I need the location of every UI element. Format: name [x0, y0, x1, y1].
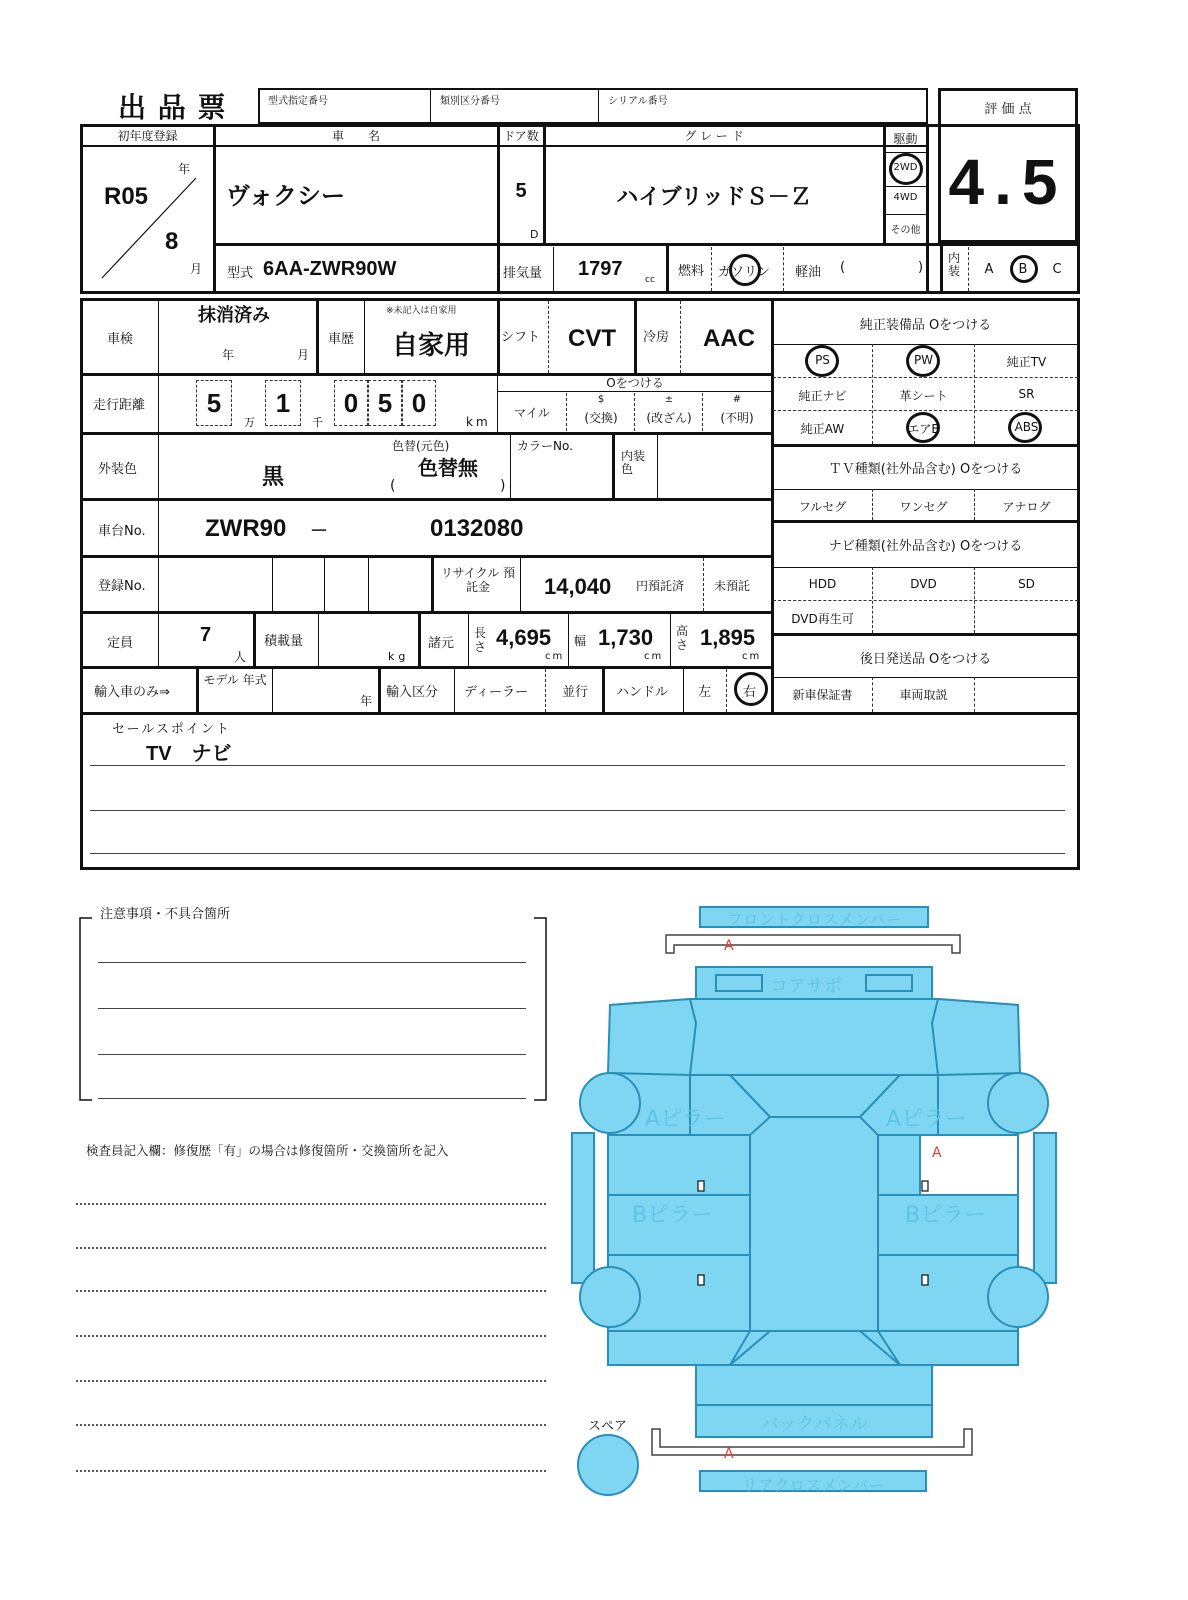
- inspector-line-6: [76, 1424, 546, 1426]
- capacity-label: 定員: [107, 636, 134, 651]
- first-reg-label: 初年度登録: [117, 129, 178, 143]
- mark-a-rear: A: [724, 1446, 734, 1462]
- repaint-paren-close: ): [500, 478, 506, 494]
- mileage-tamper[interactable]: (改ざん): [646, 411, 692, 425]
- displacement-label: 排気量: [503, 266, 543, 281]
- shaken-year-unit: 年: [222, 348, 235, 362]
- repaint-value: 色替無: [418, 458, 478, 480]
- import-year-unit: 年: [360, 694, 373, 708]
- import-label: 輸入車のみ⇒: [94, 685, 170, 700]
- equip-abs-circle: [1008, 412, 1042, 443]
- caution-line-4: [98, 1098, 526, 1099]
- tv-fullseg[interactable]: フルセグ: [798, 500, 847, 514]
- drive-label: 駆動: [893, 132, 918, 146]
- score-value: 4.5: [948, 146, 1068, 218]
- tv-title: ＴＶ種類(社外品含む) Oをつける: [828, 462, 1023, 477]
- width-unit: cm: [644, 651, 664, 662]
- recycle-value: 14,040: [544, 574, 612, 599]
- mileage-circle-note: Oをつける: [606, 376, 664, 390]
- shift-label: シフト: [501, 330, 541, 345]
- front-bracket: [666, 935, 960, 953]
- capacity-unit: 人: [234, 650, 247, 664]
- inspector-line-4: [76, 1335, 546, 1337]
- front-cross-label: フロントクロスメンバー: [726, 910, 902, 929]
- fuel-paren-close: ): [918, 260, 924, 275]
- ac-value: AAC: [703, 325, 755, 352]
- registration-label: 登録No.: [98, 579, 146, 594]
- wheel-rear-right: [988, 1267, 1048, 1327]
- equip-ps-circle: [805, 345, 839, 377]
- navi-sd[interactable]: SD: [1018, 577, 1035, 591]
- equip-aw[interactable]: 純正AW: [800, 422, 845, 436]
- width-label: 幅: [574, 634, 587, 648]
- caution-line-2: [98, 1008, 526, 1009]
- model-label: 型式: [227, 266, 254, 281]
- form-title: 出 品 票: [118, 92, 228, 123]
- drive-4wd[interactable]: 4WD: [893, 192, 918, 203]
- interior-color-label: 内装色: [621, 449, 646, 476]
- inspector-line-2: [76, 1247, 546, 1249]
- tv-oneseg[interactable]: ワンセグ: [899, 500, 948, 514]
- fuel-gasoline-circle: [729, 254, 761, 286]
- year-unit: 年: [178, 162, 191, 176]
- equip-airbag[interactable]: エアB: [907, 422, 940, 436]
- chassis-number: 0132080: [430, 515, 524, 542]
- height-label: 高さ: [676, 624, 689, 652]
- ac-label: 冷房: [643, 330, 670, 345]
- mileage-digit-5: 0: [402, 380, 436, 426]
- core-support-label: コアサポ: [770, 976, 842, 997]
- capacity-value: 7: [200, 624, 212, 646]
- equip-leather[interactable]: 革シート: [899, 389, 948, 403]
- length-label: 長さ: [474, 626, 487, 654]
- wheel-rear-left: [580, 1267, 640, 1327]
- a-pillar-left-label: Aピラー: [645, 1107, 727, 1132]
- load-unit: kg: [388, 650, 410, 663]
- recycle-unit: 円預託済: [636, 579, 685, 593]
- drive-2wd-circle: [889, 153, 923, 185]
- equip-pw[interactable]: PW: [913, 353, 934, 367]
- import-type-label: 輸入区分: [386, 685, 439, 700]
- sales-line-3: [90, 853, 1065, 854]
- history-note: ※未記入は自家用: [386, 306, 457, 316]
- interior-b-circle: [1010, 255, 1038, 283]
- wheel-front-left: [580, 1073, 640, 1133]
- inspector-label: 検査員記入欄：修復歴「有」の場合は修復箇所・交換箇所を記入: [86, 1143, 449, 1158]
- chassis-label: 車台No.: [98, 524, 146, 539]
- mileage-digit-3: 0: [334, 380, 368, 426]
- mileage-tamper-sym: ±: [664, 394, 674, 405]
- interior-a[interactable]: A: [984, 262, 994, 277]
- length-unit: cm: [545, 651, 565, 662]
- chassis-prefix: ZWR90: [205, 515, 287, 542]
- fuel-paren-open: (: [840, 260, 846, 275]
- a-pillar-right-label: Aピラー: [886, 1107, 968, 1132]
- serial-label: シリアル番号: [608, 96, 668, 107]
- mileage-digit-4: 5: [368, 380, 402, 426]
- chassis-dash: －: [310, 521, 328, 541]
- shift-value: CVT: [568, 325, 616, 352]
- first-reg-year: R05: [104, 183, 149, 210]
- grade-value: ハイブリッドＳ－Ｚ: [616, 184, 812, 209]
- mileage-digit-2: 1: [265, 380, 301, 426]
- load-label: 積載量: [264, 634, 304, 649]
- b-pillar-right-label: Bピラー: [905, 1203, 987, 1228]
- equip-tv[interactable]: 純正TV: [1006, 355, 1047, 369]
- drive-2wd[interactable]: 2WD: [893, 162, 918, 173]
- equip-ps[interactable]: PS: [815, 353, 830, 367]
- height-unit: cm: [742, 651, 762, 662]
- equip-navi[interactable]: 純正ナビ: [798, 389, 847, 403]
- mileage-label: 走行距離: [93, 398, 146, 413]
- mark-a-right: A: [932, 1145, 942, 1161]
- spare-tire: [578, 1435, 638, 1495]
- import-parallel[interactable]: 並行: [562, 685, 589, 700]
- fuel-label: 燃料: [678, 264, 705, 279]
- mark-a-front: A: [724, 938, 734, 954]
- color-value: 黒: [262, 464, 285, 489]
- later-warranty[interactable]: 新車保証書: [792, 688, 853, 702]
- later-manual[interactable]: 車両取説: [899, 688, 948, 702]
- inspector-line-7: [76, 1470, 546, 1472]
- drive-other[interactable]: その他: [890, 225, 921, 236]
- shaken-value: 抹消済み: [198, 305, 270, 325]
- roof: [750, 1117, 878, 1331]
- score-label: 評 価 点: [984, 102, 1032, 117]
- repaint-label: 色替(元色): [392, 439, 450, 453]
- handle-right-circle: [734, 672, 768, 706]
- shaken-month-unit: 月: [297, 348, 310, 362]
- equip-airbag-circle: [906, 412, 940, 443]
- sales-point-label: セールスポイント: [112, 722, 231, 737]
- shaken-label: 車検: [107, 332, 134, 347]
- mileage-man: 万: [244, 416, 255, 429]
- header-id-box: [258, 88, 928, 124]
- mileage-sen: 千: [312, 416, 323, 429]
- equip-abs[interactable]: ABS: [1014, 420, 1039, 434]
- equip-sr[interactable]: SR: [1018, 387, 1035, 401]
- doors-value: 5: [515, 180, 527, 202]
- sales-point-text: TV ナビ: [146, 743, 232, 765]
- displacement-unit: cc: [645, 275, 655, 285]
- navi-dvd[interactable]: DVD: [910, 577, 937, 591]
- month-unit: 月: [190, 262, 203, 276]
- length-value: 4,695: [496, 625, 552, 650]
- import-dealer[interactable]: ディーラー: [464, 685, 528, 700]
- left-sill: [572, 1133, 594, 1283]
- mileage-unit: km: [466, 415, 491, 429]
- first-reg-month: 8: [165, 228, 179, 255]
- interior-c[interactable]: C: [1052, 262, 1062, 277]
- b-pillar-left-label: Bピラー: [632, 1203, 714, 1228]
- sales-line-1: [90, 765, 1065, 766]
- equip-pw-circle: [906, 345, 940, 377]
- car-name-label: 車 名: [331, 129, 380, 143]
- date-diagonal: [96, 172, 201, 284]
- type-designation-label: 型式指定番号: [268, 96, 328, 107]
- mileage-exchange-sym: $: [597, 394, 605, 405]
- wheel-front-right: [988, 1073, 1048, 1133]
- inspector-line-3: [76, 1290, 546, 1292]
- mileage-digit-1: 5: [196, 380, 232, 426]
- tv-analog[interactable]: アナログ: [1002, 500, 1051, 514]
- navi-hdd[interactable]: HDD: [808, 577, 837, 591]
- handle-left[interactable]: 左: [698, 685, 712, 700]
- equipment-title: 純正装備品 Oをつける: [859, 318, 992, 333]
- later-title: 後日発送品 Oをつける: [859, 652, 992, 667]
- doors-unit: D: [530, 228, 539, 241]
- handle-label: ハンドル: [616, 685, 669, 700]
- interior-label: 内装: [948, 251, 961, 278]
- color-no-label: カラーNo.: [517, 439, 573, 453]
- mileage-unknown-sym: #: [732, 394, 742, 405]
- fuel-gasoline[interactable]: ガソリン: [718, 265, 771, 280]
- recycle-not: 未預託: [714, 579, 751, 593]
- inspector-line-5: [76, 1380, 546, 1382]
- inspector-line-1: [76, 1203, 546, 1205]
- width-value: 1,730: [598, 625, 654, 650]
- repaint-paren-open: (: [390, 478, 396, 494]
- sales-line-2: [90, 810, 1065, 811]
- mileage-exchange[interactable]: (交換): [584, 411, 618, 425]
- right-sill: [1034, 1133, 1056, 1283]
- back-panel-label: バックパネル: [760, 1414, 868, 1435]
- grade-label: グ レ ー ド: [684, 129, 744, 143]
- caution-bracket: [74, 910, 552, 1110]
- handle-right[interactable]: 右: [743, 685, 757, 700]
- caution-line-3: [98, 1054, 526, 1055]
- mileage-mile[interactable]: マイル: [514, 406, 550, 420]
- model-value: 6AA-ZWR90W: [263, 258, 397, 280]
- mileage-unknown[interactable]: (不明): [720, 411, 754, 425]
- displacement-value: 1797: [578, 258, 623, 280]
- caution-line-1: [98, 962, 526, 963]
- navi-title: ナビ種類(社外品含む) Oをつける: [828, 539, 1023, 554]
- fuel-diesel[interactable]: 軽油: [795, 265, 822, 280]
- doors-label: ドア数: [503, 129, 539, 143]
- category-label: 類別区分番号: [440, 96, 500, 107]
- navi-dvd-playback[interactable]: DVD再生可: [791, 612, 854, 626]
- interior-b[interactable]: B: [1018, 262, 1028, 277]
- height-value: 1,895: [700, 625, 756, 650]
- model-year-label: モデル 年式: [203, 673, 267, 687]
- history-value: 自家用: [392, 330, 471, 360]
- car-name: ヴォクシー: [226, 183, 346, 210]
- rear-cross-label: リアクロスメンバー: [741, 1476, 885, 1495]
- color-label: 外装色: [98, 462, 138, 477]
- recycle-label: リサイクル 預託金: [440, 566, 516, 594]
- history-label: 車歴: [328, 332, 355, 347]
- spec-label: 諸元: [428, 636, 455, 651]
- caution-label: 注意事項・不具合箇所: [100, 907, 231, 922]
- spare-label: スペア: [588, 1419, 628, 1434]
